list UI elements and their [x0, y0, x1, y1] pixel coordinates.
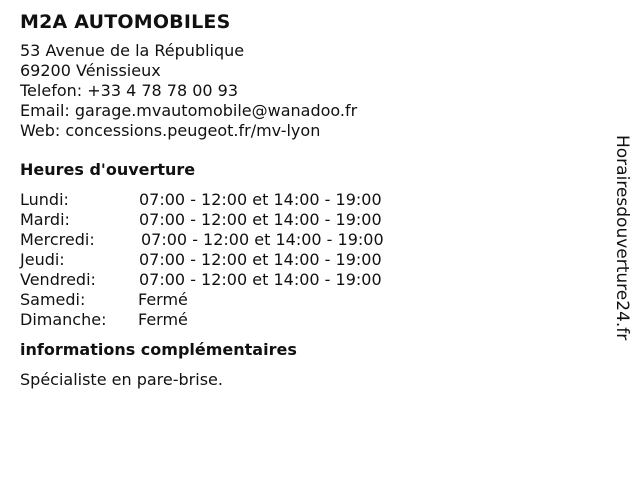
day-hours: Fermé	[138, 290, 188, 309]
day-hours: 07:00 - 12:00 et 14:00 - 19:00	[139, 210, 382, 229]
address-street: 53 Avenue de la République	[20, 41, 245, 60]
business-card	[20, 10, 600, 390]
day-label: Jeudi:	[20, 250, 65, 269]
day-hours: 07:00 - 12:00 et 14:00 - 19:00	[141, 230, 384, 249]
hours-row-mercredi	[20, 230, 600, 250]
day-label: Mardi:	[20, 210, 70, 229]
day-hours: 07:00 - 12:00 et 14:00 - 19:00	[139, 190, 382, 209]
phone-number[interactable]: Telefon: +33 4 78 78 00 93	[20, 81, 239, 100]
extra-info-heading: informations complémentaires	[20, 340, 297, 359]
hours-row-vendredi	[20, 270, 600, 290]
email-address[interactable]: Email: garage.mvautomobile@wanadoo.fr	[20, 101, 358, 120]
day-label: Vendredi:	[20, 270, 96, 289]
address-city: 69200 Vénissieux	[20, 61, 161, 80]
hours-row-dimanche	[20, 310, 600, 330]
site-watermark: Horairesdouverture24.fr	[612, 135, 632, 341]
day-label: Lundi:	[20, 190, 69, 209]
hours-row-samedi	[20, 290, 600, 310]
hours-row-mardi	[20, 210, 600, 230]
day-label: Dimanche:	[20, 310, 107, 329]
day-hours: 07:00 - 12:00 et 14:00 - 19:00	[139, 250, 382, 269]
hours-heading: Heures d'ouverture	[20, 160, 196, 179]
hours-row-jeudi	[20, 250, 600, 270]
day-hours: 07:00 - 12:00 et 14:00 - 19:00	[139, 270, 382, 289]
extra-info-text: Spécialiste en pare-brise.	[20, 370, 223, 389]
hours-table	[20, 190, 600, 330]
business-name: M2A AUTOMOBILES	[20, 11, 231, 33]
hours-row-lundi	[20, 190, 600, 210]
day-hours: Fermé	[138, 310, 188, 329]
day-label: Samedi:	[20, 290, 86, 309]
day-label: Mercredi:	[20, 230, 95, 249]
website-link[interactable]: Web: concessions.peugeot.fr/mv-lyon	[20, 121, 321, 140]
